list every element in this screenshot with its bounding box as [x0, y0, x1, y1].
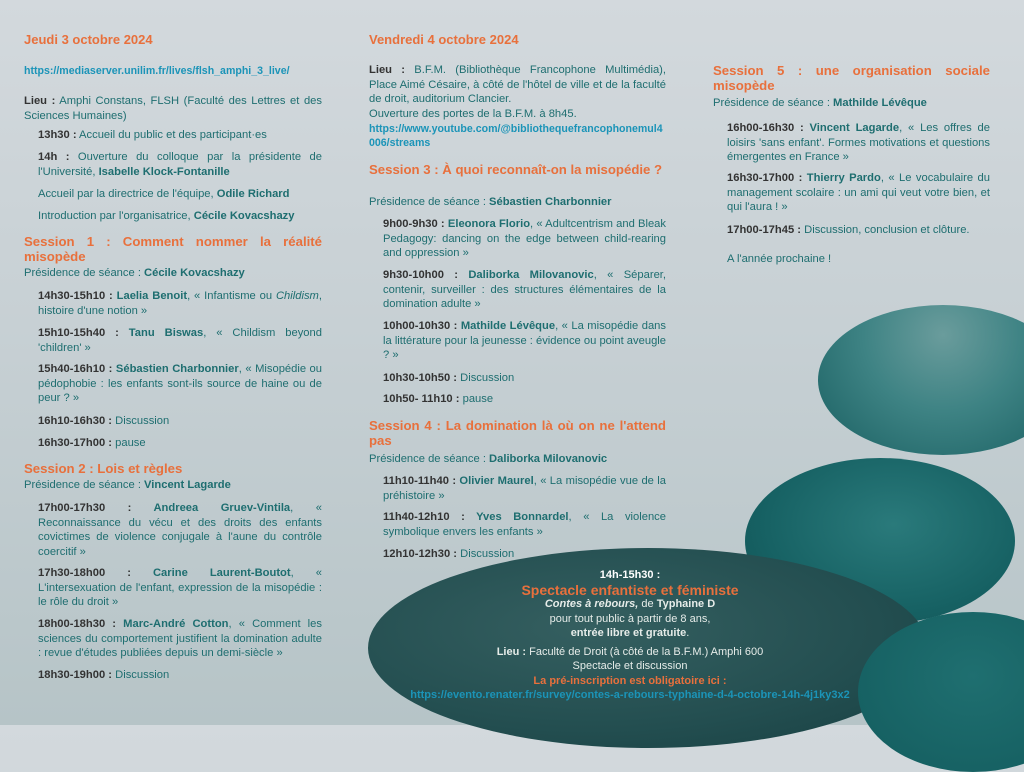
day1-location: Lieu : Amphi Constans, FLSH (Faculté des Lettres et des Sciences Humaines)	[24, 95, 322, 122]
session2-talk2: 17h30-18h00 : Carine Laurent-Boutot, « L'intersexuation de l'enfant, expression de la misopédie : le rôle du droit »	[38, 567, 322, 609]
session4-talk1: 11h10-11h40 : Olivier Maurel, « La misopédie vue de la préhistoire »	[383, 475, 666, 502]
spectacle-registration-link[interactable]: https://evento.renater.fr/survey/contes-a-rebours-typhaine-d-4-octobre-14h-4j1ky3x2	[410, 689, 850, 701]
session5-closing: 17h00-17h45 : Discussion, conclusion et clôture.	[727, 224, 970, 236]
spectacle-entry: entrée libre et gratuite.	[570, 627, 690, 639]
spectacle-prereg: La pré-inscription est obligatoire ici :	[533, 674, 727, 687]
session5-title: Session 5 : une organisation sociale misopède	[713, 63, 990, 93]
session1-talk3: 15h40-16h10 : Sébastien Charbonnier, « Misopédie ou pédophobie : les enfants sont-ils source de haine ou de peur ? »	[38, 363, 322, 405]
session3-talk2: 9h30-10h00 : Daliborka Milovanovic, « Séparer, contenir, surveiller : des structures élémentaires de la domination adulte »	[383, 269, 667, 311]
session1-title: Session 1 : Comment nommer la réalité misopède	[24, 234, 322, 264]
session3-talk1: 9h00-9h30 : Eleonora Florio, « Adultcentrism and Bleak Pedagogy: dancing on the edge between child-rearing and oppression »	[383, 218, 666, 260]
day1-title: Jeudi 3 octobre 2024	[24, 32, 153, 47]
day2-location: Lieu : B.F.M. (Bibliothèque Francophone Multimédia), Place Aimé Césaire, à côté de l'hôtel de ville et de la faculté de droit, auditorium Clancier. Ouverture des portes de la B.F.M. à 8h45.	[369, 64, 666, 120]
day1-intro: Introduction par l'organisatrice, Cécile Kovacshazy	[38, 210, 295, 222]
day1-welcome-director: Accueil par la directrice de l'équipe, Odile Richard	[38, 188, 290, 200]
session2-talk1: 17h00-17h30 : Andreea Gruev-Vintila, « Reconnaissance du vécu et des droits des enfants covictimes de violence conjugale à l'aune du contrôle coercitif »	[38, 502, 322, 558]
decor-blob-1	[818, 305, 1024, 455]
session1-talk2: 15h10-15h40 : Tanu Biswas, « Childism beyond 'children' »	[38, 327, 322, 354]
spectacle-title: Spectacle enfantiste et féministe	[521, 581, 739, 598]
spectacle-sub: Spectacle et discussion	[572, 660, 688, 672]
spectacle-work: Contes à rebours, de Typhaine D	[544, 598, 716, 610]
session5-talk2: 16h30-17h00 : Thierry Pardo, « Le vocabulaire du management scolaire : un ami qui veut votre bien, et qui l'aura ! »	[727, 172, 990, 214]
spectacle-public: pour tout public à partir de 8 ans,	[549, 612, 711, 625]
session4-title: Session 4 : La domination là où on ne l'attend pas	[369, 418, 666, 448]
session1-pause: 16h30-17h00 : pause	[38, 437, 146, 449]
session3-discussion: 10h30-10h50 : Discussion	[383, 372, 515, 384]
session2-discussion: 18h30-19h00 : Discussion	[38, 669, 170, 681]
closing-note: A l'année prochaine !	[727, 253, 832, 265]
session1-talk1: 14h30-15h10 : Laelia Benoit, « Infantisme ou Childism, histoire d'une notion »	[38, 290, 322, 317]
session5-chair: Présidence de séance : Mathilde Lévêque	[713, 97, 927, 109]
session2-chair: Présidence de séance : Vincent Lagarde	[24, 479, 231, 491]
day2-stream-link[interactable]: https://www.youtube.com/@bibliothequefrancophonemul4006/streams	[369, 123, 663, 149]
session3-pause: 10h50- 11h10 : pause	[383, 393, 494, 405]
session3-talk3: 10h00-10h30 : Mathilde Lévêque, « La misopédie dans la littérature pour la jeunesse : évidence ou point aveugle ? »	[383, 320, 666, 362]
session1-discussion: 16h10-16h30 : Discussion	[38, 415, 170, 427]
session4-chair: Présidence de séance : Daliborka Milovanovic	[369, 453, 608, 465]
session2-talk3: 18h00-18h30 : Marc-André Cotton, « Comment les sciences du comportement justifient la domination adulte : revue d'études publiées depuis un demi-siècle »	[38, 618, 322, 660]
spectacle-location: Lieu : Faculté de Droit (à côté de la B.F.M.) Amphi 600	[496, 645, 764, 658]
session3-chair: Présidence de séance : Sébastien Charbonnier	[369, 196, 612, 208]
spectacle-box	[380, 568, 880, 703]
spectacle-time: 14h-15h30 :	[599, 569, 661, 581]
session3-title: Session 3 : À quoi reconnaît-on la misopédie ?	[369, 162, 663, 177]
session1-chair: Présidence de séance : Cécile Kovacshazy	[24, 267, 245, 279]
day2-title: Vendredi 4 octobre 2024	[369, 32, 519, 47]
session2-title: Session 2 : Lois et règles	[24, 461, 183, 476]
session5-talk1: 16h00-16h30 : Vincent Lagarde, « Les offres de loisirs 'sans enfant'. Formes motivations et questions émergentes en France »	[727, 122, 990, 164]
day1-opening: 14h : Ouverture du colloque par la présidente de l'Université, Isabelle Klock-Fontanille	[38, 151, 322, 178]
day1-stream-link[interactable]: https://mediaserver.unilim.fr/lives/flsh_amphi_3_live/	[24, 65, 290, 77]
day1-welcome: 13h30 : Accueil du public et des participant·es	[38, 129, 267, 141]
session4-talk2: 11h40-12h10 : Yves Bonnardel, « La violence symbolique envers les enfants »	[383, 511, 666, 538]
session4-discussion: 12h10-12h30 : Discussion	[383, 548, 515, 560]
